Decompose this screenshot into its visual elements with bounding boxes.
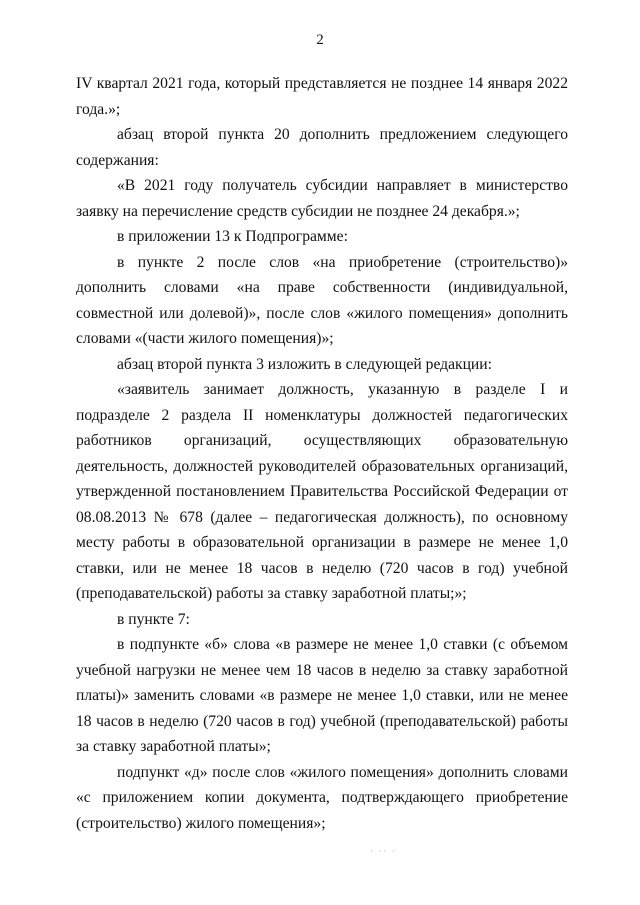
paragraph-point-2: в пункте 2 после слов «на приобретение (строительство)» дополнить словами «на праве собственности (индивидуальной, совместной или долевой)», после слов «жилого помещения» дополнить словами «(части жилого помещения)»; — [76, 253, 568, 347]
paragraph-subpoint-d: подпункт «д» после слов «жилого помещения» дополнить словами «с приложением копии документа, подтверждающего приобретение (строительство) жилого помещения»; — [76, 763, 568, 832]
paragraph-point-3-intro: абзац второй пункта 3 изложить в следующей редакции: — [117, 355, 492, 373]
page-number: 2 — [316, 32, 324, 48]
scan-artifact-dots: · ·· · — [370, 847, 397, 856]
paragraph-continuation: IV квартал 2021 года, который представляется не позднее 14 января 2022 года.»; — [76, 75, 568, 118]
paragraph-amendment-point-20: абзац второй пункта 20 дополнить предложением следующего содержания: — [76, 126, 568, 169]
paragraph-quoted-applicant-position: «заявитель занимает должность, указанную в разделе I и подразделе 2 раздела II номенклатуры должностей педагогических работников организаций, осуществляющих образовательную деятельность, должностей руководителей образовательных организаций, утвержденной постановлением Правительства Российской Федерации от 08.08.2013 № 678 (далее – педагогическая должность), по основному месту работы в образовательной организации в размере не менее 1,0 ставки, или не менее 18 часов в неделю (720 часов в год) учебной (преподавательской) работы за ставку заработной платы;»; — [76, 381, 568, 602]
paragraph-quoted-2021-application: «В 2021 году получатель субсидии направляет в министерство заявку на перечисление средств субсидии не позднее 24 декабря.»; — [76, 177, 568, 220]
paragraph-appendix-13: в приложении 13 к Подпрограмме: — [117, 228, 348, 245]
paragraph-subpoint-b: в подпункте «б» слова «в размере не менее 1,0 ставки (с объемом учебной нагрузки не менее чем 18 часов в неделю за ставку заработной платы)» заменить словами «в размере не менее 1,0 ставки, или не менее 18 часов в неделю (720 часов в год) учебной (преподавательской) работы за ставку заработной платы»; — [76, 636, 568, 755]
paragraph-point-7-intro: в пункте 7: — [117, 610, 190, 628]
document-body — [76, 71, 568, 836]
